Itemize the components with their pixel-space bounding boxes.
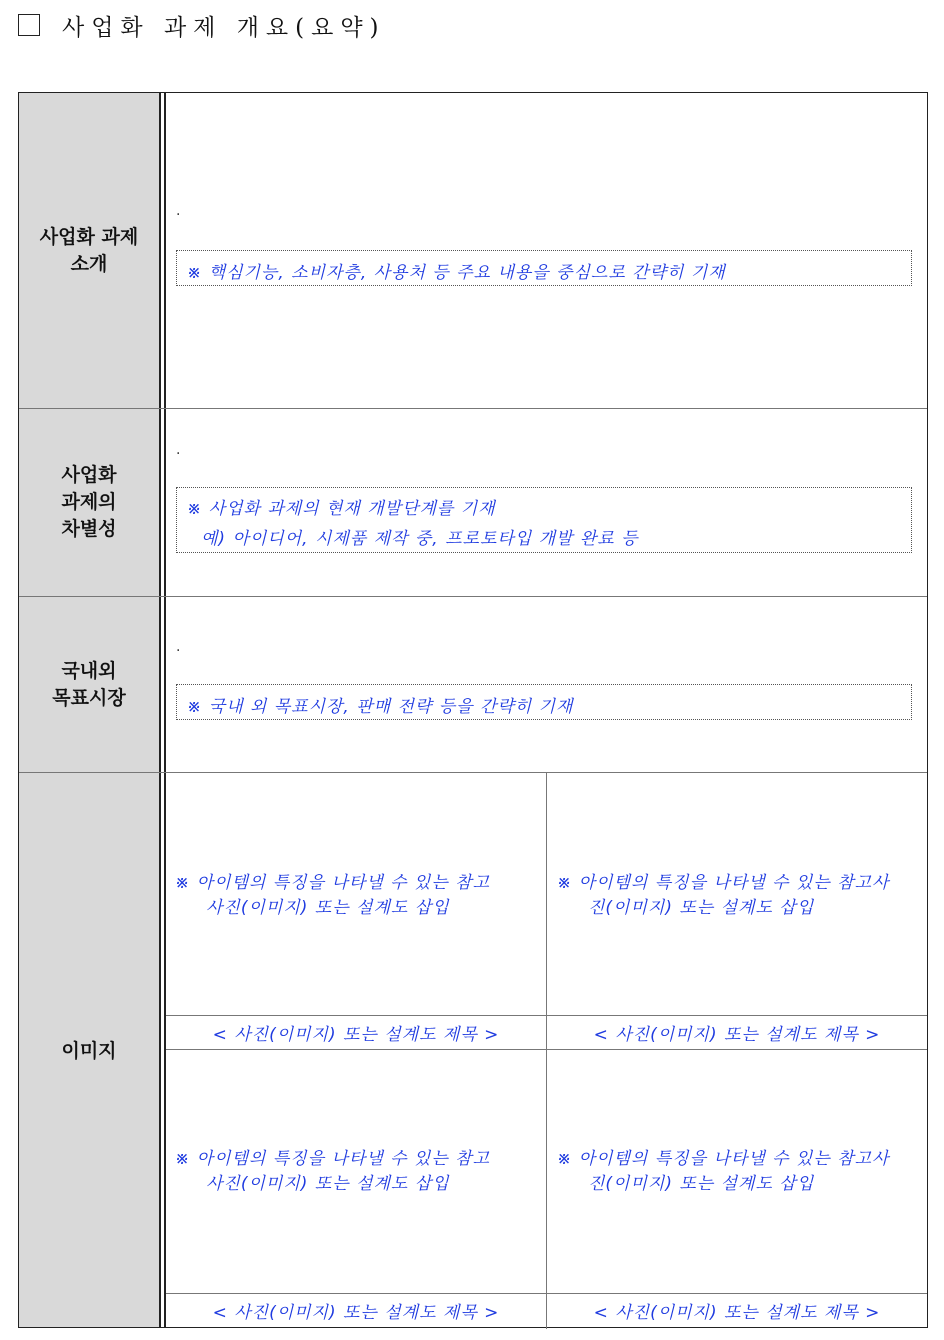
diff-hint-line2: 예) 아이디어, 시제품 제작 중, 프로토타입 개발 완료 등 [201, 529, 639, 549]
column-divider [164, 93, 166, 1327]
bullet-dot: · [176, 446, 181, 462]
column-divider [159, 93, 161, 1327]
label-image: 이미지 [61, 1039, 117, 1062]
bullet-dot: · [176, 643, 181, 659]
label-intro: 사업화 과제 소개 [39, 225, 139, 275]
label-target-market: 국내외 목표시장 [52, 659, 126, 709]
image-row-divider [166, 1049, 927, 1050]
image-cell-2[interactable]: ※ 아이템의 특징을 나타낼 수 있는 참고사 진(이미지) 또는 설계도 삽입 [557, 873, 890, 918]
diff-hint-line1: ※ 사업화 과제의 현재 개발단계를 기재 [187, 499, 496, 519]
image-cell-4[interactable]: ※ 아이템의 특징을 나타낼 수 있는 참고사 진(이미지) 또는 설계도 삽입 [557, 1149, 890, 1194]
image-cell-3[interactable]: ※ 아이템의 특징을 나타낼 수 있는 참고 사진(이미지) 또는 설계도 삽입 [175, 1149, 490, 1194]
image-cell-1[interactable]: ※ 아이템의 특징을 나타낼 수 있는 참고 사진(이미지) 또는 설계도 삽입 [175, 873, 490, 918]
page-header [18, 10, 386, 40]
image-caption-1[interactable]: < 사진(이미지) 또는 설계도 제목 > [212, 1024, 500, 1045]
market-hint: ※ 국내 외 목표시장, 판매 전략 등을 간략히 기재 [187, 697, 574, 717]
intro-hint-box[interactable] [176, 250, 912, 286]
diff-hint-box[interactable] [176, 487, 912, 553]
image-caption-4[interactable]: < 사진(이미지) 또는 설계도 제목 > [593, 1302, 881, 1323]
bullet-dot: · [176, 207, 181, 223]
market-hint-box[interactable] [176, 684, 912, 720]
overview-table [18, 92, 928, 1328]
image-col-divider [546, 773, 547, 1329]
image-caption-2[interactable]: < 사진(이미지) 또는 설계도 제목 > [593, 1024, 881, 1045]
label-differentiation: 사업화 과제의 차별성 [61, 464, 117, 540]
checkbox-icon[interactable] [18, 14, 40, 36]
intro-hint: ※ 핵심기능, 소비자층, 사용처 등 주요 내용을 중심으로 간략히 기재 [187, 263, 726, 283]
page-title: 사업화 과제 개요(요약) [62, 14, 386, 41]
image-caption-3[interactable]: < 사진(이미지) 또는 설계도 제목 > [212, 1302, 500, 1323]
